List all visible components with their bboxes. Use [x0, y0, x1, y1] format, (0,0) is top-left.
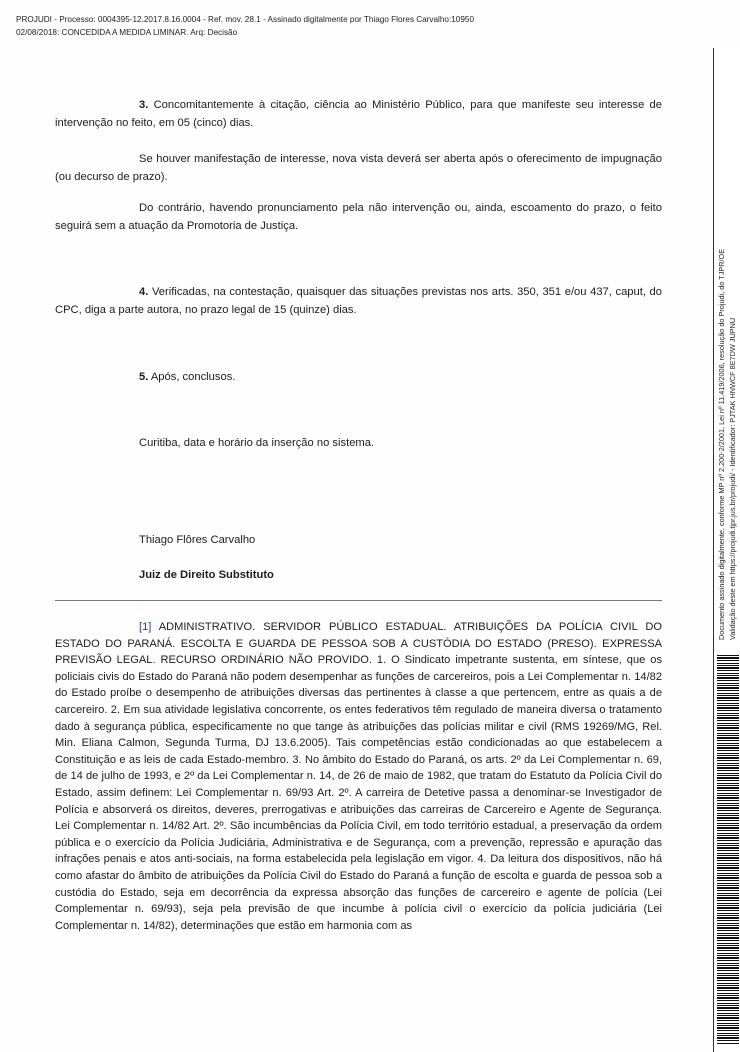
footnote-divider	[55, 600, 662, 601]
paragraph-4-number: 4.	[139, 286, 149, 298]
footnote	[55, 619, 662, 934]
paragraph-4-text: Verificadas, na contestação, quaisquer das situações previstas nos arts. 350, 351 e/ou 437, caput, do CPC, diga a parte autora, no prazo legal de 15 (quinze) dias.	[55, 286, 662, 316]
validation-margin-text	[716, 80, 738, 640]
signer-title: Juiz de Direito Substituto	[139, 569, 274, 581]
paragraph-3-text: Concomitantemente à citação, ciência ao Ministério Público, para que manifeste seu interesse de intervenção no feito, em 05 (cinco) dias.	[55, 99, 662, 129]
paragraph-5-text: Após, conclusos.	[148, 371, 236, 383]
paragraph-3b: Se houver manifestação de interesse, nova vista deverá ser aberta após o oferecimento de impugnação (ou decurso de prazo).	[55, 153, 662, 183]
document-header	[16, 13, 696, 39]
header-line-1: PROJUDI - Processo: 0004395-12.2017.8.16.0004 - Ref. mov. 28.1 - Assinado digitalmente por Thiago Flores Carvalho:10950	[16, 15, 474, 24]
barcode	[717, 655, 739, 1045]
paragraph-3	[55, 96, 662, 132]
paragraph-4	[55, 283, 662, 319]
paragraph-3c: Do contrário, havendo pronunciamento pela não intervenção ou, ainda, escoamento do prazo, o feito seguirá sem a atuação da Promotoria de Justiça.	[55, 202, 662, 232]
validation-line-1: Documento assinado digitalmente, conforme MP nº 2.200-2/2001, Lei nº 11.419/2006, resolução do Projudi, do TJPR/OE	[717, 248, 726, 640]
signer-name: Thiago Flôres Carvalho	[139, 534, 256, 546]
footnote-ref-link[interactable]: [1]	[139, 621, 152, 633]
header-line-2: 02/08/2018: CONCEDIDA A MEDIDA LIMINAR. Arq: Decisão	[16, 28, 238, 37]
place-date-line: Curitiba, data e horário da inserção no sistema.	[139, 437, 375, 449]
paragraph-5	[55, 368, 662, 386]
validation-line-2: Validação deste em https://projudi.tjpr.jus.br/projudi/ - Identificador: PJTAK HNWCF 8E7DW JUPNU	[728, 317, 737, 640]
paragraph-5-number: 5.	[139, 371, 149, 383]
footnote-text: ADMINISTRATIVO. SERVIDOR PÚBLICO ESTADUAL. ATRIBUIÇÕES DA POLÍCIA CIVIL DO ESTADO DO PARANÁ. ESCOLTA E GUARDA DE PESSOA SOB A CUSTÓDIA DO ESTADO (PRESO). EXPRESSA PREVISÃO LEGAL. RECURSO ORDINÁRIO NÃO PROVIDO. 1. O Sindicato impetrante sustenta, em síntese, que os policiais civis do Estado do Paraná não podem desempenhar as funções de carcereiros, pois a Lei Complementar n. 14/82 do Estado proíbe o desempenho de atribuições diversas das pertinentes à classe a que pertencem, entre as quais a de carcereiro. 2. Em sua atividade legislativa concorrente, os entes federativos têm regulado de maneira diversa o tratamento dado à segurança pública, especificamente no que tange às atribuições das polícias militar e civil (RMS 19269/MG, Rel. Min. Eliana Calmon, Segunda Turma, DJ 13.6.2005). Tais competências estão condicionadas ao que estabelecem a Constituição e as leis de cada Estado-membro. 3. No âmbito do Estado do Paraná, os arts. 2º da Lei Complementar n. 69, de 14 de julho de 1993, e 2º da Lei Complementar n. 14, de 26 de maio de 1982, que tratam do Estatuto da Polícia Civil do Estado, assim definem: Lei Complementar n. 69/93 Art. 2º. A carreira de Detetive passa a denominar-se Investigador de Polícia e absorverá os direitos, deveres, prerrogativas e atribuições das carreiras de Carcereiro e Agente de Segurança. Lei Complementar n. 14/82 Art. 2º. São incumbências da Polícia Civil, em todo território estadual, a preservação da ordem pública e o exercício da Polícia Judiciária, Administrativa e de Segurança, com a prevenção, repressão e apuração das infrações penais e atos anti-sociais, na forma estabelecida pela legislação em vigor. 4. Da leitura dos dispositivos, não há como afastar do âmbito de atribuições da Polícia Civil do Estado do Paraná a função de escolta e guarda de pessoa sob a custódia do Estado, seja em decorrência da expressa absorção das funções de carcereiro e agente de polícia (Lei Complementar n. 69/93), seja pela previsão de que incumbe à polícia civil o exercício da polícia judiciária (Lei Complementar n. 14/82), determinações que estão em harmonia com as	[55, 621, 662, 932]
paragraph-3-number: 3.	[139, 99, 149, 111]
